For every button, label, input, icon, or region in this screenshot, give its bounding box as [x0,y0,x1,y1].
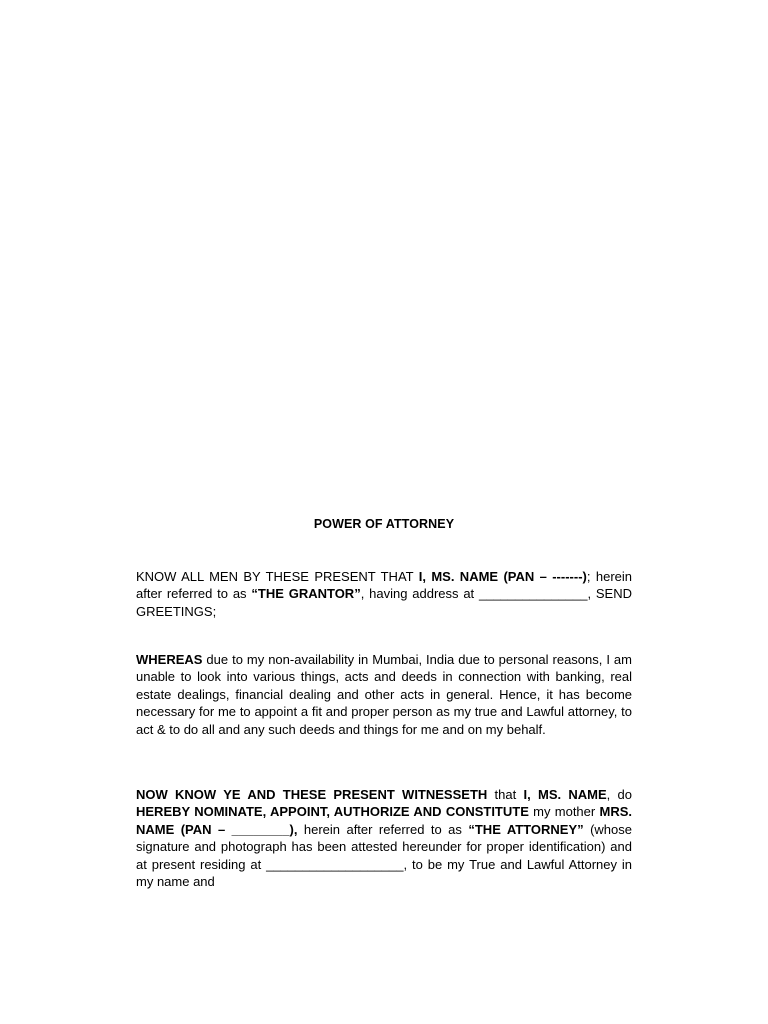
p3-t5: (whose signature and photograph has been attested hereunder for proper identification) and at present residing at ___________________, to be my True and Lawful Attorney in my name and [136,821,632,890]
p1-grantor-label: “THE GRANTOR” [251,586,361,602]
p3-name: I, MS. NAME [523,787,607,802]
p1-mid: ; herein after referred to as [136,569,632,602]
paragraph-whereas [136,651,632,738]
p3-t3: my mother [528,804,600,820]
p3-attorney-label: “THE ATTORNEY” [468,821,584,837]
p3-t1: that [487,787,524,802]
document-title: POWER OF ATTORNEY [313,517,455,531]
p2-body: due to my non-availability in Mumbai, India due to personal reasons, I am unable to look into various things, acts and deeds in connection with banking, real estate dealings, financial dealing and other acts in general. Hence, it has become necessary for me to appoint a fit and proper person as my true and Lawful attorney, to act & to do all and any such deeds and things for me and on my behalf. [136,652,632,737]
p3-t2: , do [606,787,632,802]
p3-attorney-name: MRS. NAME (PAN – ________), [136,804,633,837]
p1-address: , having address at _______________, SEND GREETINGS; [136,586,632,619]
p3-verbs: HEREBY NOMINATE, APPOINT, AUTHORIZE AND CONSTITUTE [136,804,529,820]
p1-grantor-name: I, MS. NAME (PAN – -------) [418,569,587,584]
paragraph-grantor [136,568,632,620]
p3-lead: NOW KNOW YE AND THESE PRESENT WITNESSETH [136,787,488,802]
p3-t4: herein after referred to as [297,821,469,837]
p2-lead: WHEREAS [136,652,203,667]
paragraph-witnesseth [136,786,632,890]
p1-intro: KNOW ALL MEN BY THESE PRESENT THAT [136,569,419,584]
